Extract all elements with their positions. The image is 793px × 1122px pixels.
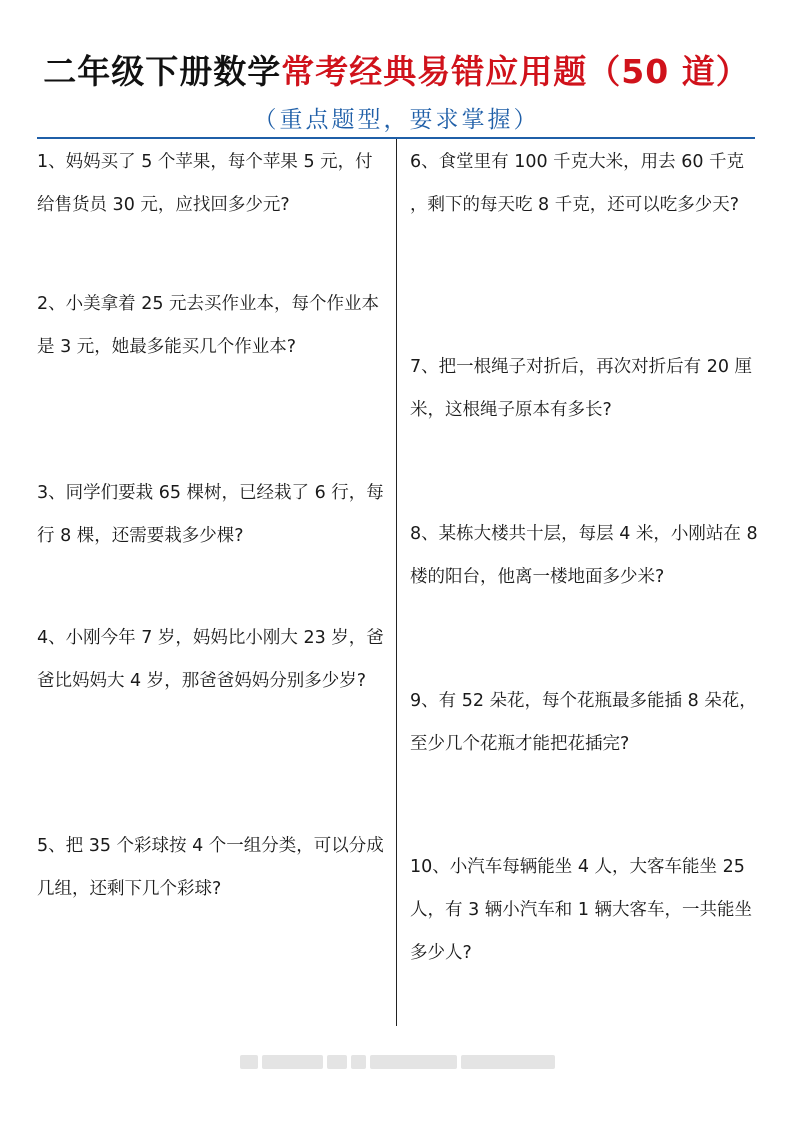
question-2: 2、小美拿着 25 元去买作业本，每个作业本是 3 元，她最多能买几个作业本? <box>37 294 380 357</box>
question-3: 3、同学们要栽 65 棵树，已经栽了 6 行，每行 8 棵，还需要栽多少棵? <box>37 483 384 546</box>
question-9: 9、有 52 朵花，每个花瓶最多能插 8 朵花，至少几个花瓶才能把花插完? <box>410 691 757 754</box>
title-prefix: 二年级下册数学 <box>43 52 282 91</box>
question-7: 7、把一根绳子对折后，再次对折后有 20 厘米，这根绳子原本有多长? <box>410 357 753 420</box>
question-1: 1、妈妈买了 5 个苹果，每个苹果 5 元，付给售货员 30 元，应找回多少元? <box>37 152 373 215</box>
column-divider <box>396 139 397 1026</box>
question-4: 4、小刚今年 7 岁，妈妈比小刚大 23 岁，爸爸比妈妈大 4 岁，那爸爸妈妈分别多少岁? <box>37 628 384 691</box>
question-8: 8、某栋大楼共十层，每层 4 米，小刚站在 8 楼的阳台，他离一楼地面多少米? <box>410 524 758 587</box>
question-6: 6、食堂里有 100 千克大米，用去 60 千克 ，剩下的每天吃 8 千克，还可以吃多少天? <box>410 152 745 215</box>
page-title <box>0 46 793 93</box>
title-highlight: 常考经典易错应用题（50 道） <box>281 52 750 91</box>
footer-watermark <box>240 1055 555 1069</box>
question-10: 10、小汽车每辆能坐 4 人，大客车能坐 25 人，有 3 辆小汽车和 1 辆大客车，一共能坐多少人? <box>410 857 753 963</box>
question-5: 5、把 35 个彩球按 4 个一组分类，可以分成几组，还剩下几个彩球? <box>37 836 384 899</box>
page-subtitle: （重点题型，要求掌握） <box>253 107 540 133</box>
